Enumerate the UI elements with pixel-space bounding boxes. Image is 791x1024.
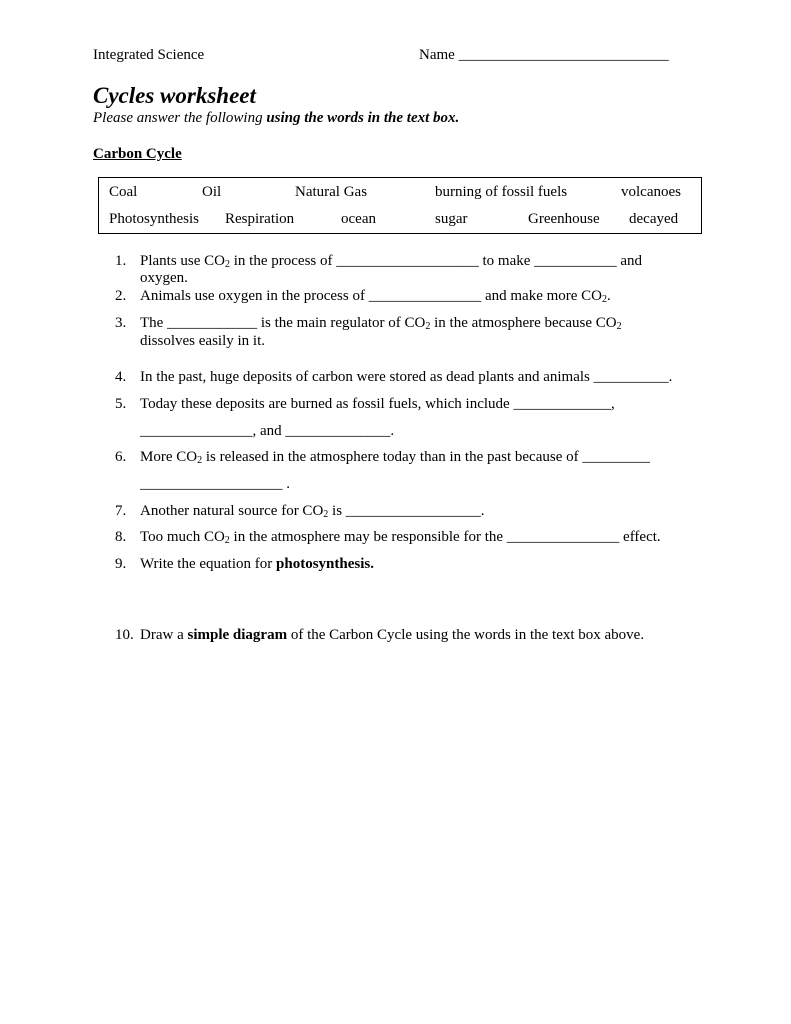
word-bank-item: Natural Gas [295, 184, 368, 200]
question-text [140, 315, 622, 332]
subscript: 2 [197, 455, 203, 466]
question-text-part: Animals use oxygen in the process of _______________ and make more CO [140, 288, 603, 304]
question-text-continued: dissolves easily in it. [140, 333, 265, 349]
question-text: In the past, huge deposits of carbon were stored as dead plants and animals __________. [140, 369, 673, 385]
question-number: 4. [115, 369, 127, 385]
word-bank [98, 177, 702, 234]
question-text-part: in the process of ___________________ to make ___________ and [230, 253, 643, 269]
section-heading: Carbon Cycle [93, 146, 182, 162]
question-text-continued: _______________, and ______________. [140, 423, 395, 439]
question-text [140, 503, 485, 520]
question-text [140, 253, 642, 270]
word-bank-item: volcanoes [621, 184, 681, 200]
question-number: 10. [115, 627, 134, 643]
word-bank-item: sugar [435, 211, 468, 227]
question-number: 9. [115, 556, 127, 572]
question-text-part: Write the equation for [140, 556, 277, 572]
subscript: 2 [425, 321, 431, 332]
course-label: Integrated Science [93, 47, 205, 63]
question-text [140, 449, 650, 466]
question-text-part: is released in the atmosphere today than in the past because of _________ [202, 449, 650, 465]
question-text [140, 627, 644, 644]
question-number: 7. [115, 503, 127, 519]
question-number: 5. [115, 396, 127, 412]
question-text-part: . [607, 288, 611, 304]
question-text [140, 556, 374, 573]
word-bank-item: decayed [629, 211, 679, 227]
question-text-emphasis: photosynthesis. [276, 556, 374, 572]
question-number: 8. [115, 529, 127, 545]
word-bank-item: Oil [202, 184, 222, 200]
question-text-part: is __________________. [328, 503, 485, 519]
question-text-part: in the atmosphere because CO [430, 315, 617, 331]
subscript: 2 [225, 259, 231, 270]
question-text-part: More CO [140, 449, 198, 465]
question-text-part: The ____________ is the main regulator of CO [140, 315, 426, 331]
word-bank-item: Greenhouse [528, 211, 600, 227]
word-bank-item: Respiration [225, 211, 295, 227]
question-number: 3. [115, 315, 127, 331]
question-text-part: Too much CO [140, 529, 225, 545]
question-text-part: in the atmosphere may be responsible for the _______________ effect. [229, 529, 661, 545]
question-text [140, 288, 611, 305]
question-number: 1. [115, 253, 127, 269]
page-title: Cycles worksheet [93, 83, 256, 108]
question-text-part: of the Carbon Cycle using the words in the text box above. [287, 627, 645, 643]
question-text-continued: oxygen. [140, 270, 188, 286]
word-bank-item: ocean [341, 211, 376, 227]
subscript: 2 [602, 294, 608, 305]
word-bank-item: Coal [109, 184, 138, 200]
question-text [140, 529, 661, 546]
instructions-emphasis: using the words in the text box. [266, 110, 460, 126]
word-bank-item: Photosynthesis [109, 211, 200, 227]
question-text-emphasis: simple diagram [187, 627, 288, 643]
question-text-part: Another natural source for CO [140, 503, 324, 519]
question-text-continued: ___________________ . [140, 476, 290, 492]
question-text-part: Plants use CO [140, 253, 226, 269]
question-text: Today these deposits are burned as fossil fuels, which include _____________, [140, 396, 615, 412]
instructions [93, 110, 459, 127]
instructions-text: Please answer the following [93, 110, 267, 126]
question-number: 2. [115, 288, 127, 304]
name-field-label: Name ____________________________ [419, 47, 669, 63]
word-bank-item: burning of fossil fuels [435, 184, 568, 200]
subscript: 2 [323, 509, 329, 520]
question-text-part: Draw a [140, 627, 188, 643]
subscript: 2 [224, 535, 230, 546]
subscript: 2 [616, 321, 622, 332]
question-number: 6. [115, 449, 127, 465]
